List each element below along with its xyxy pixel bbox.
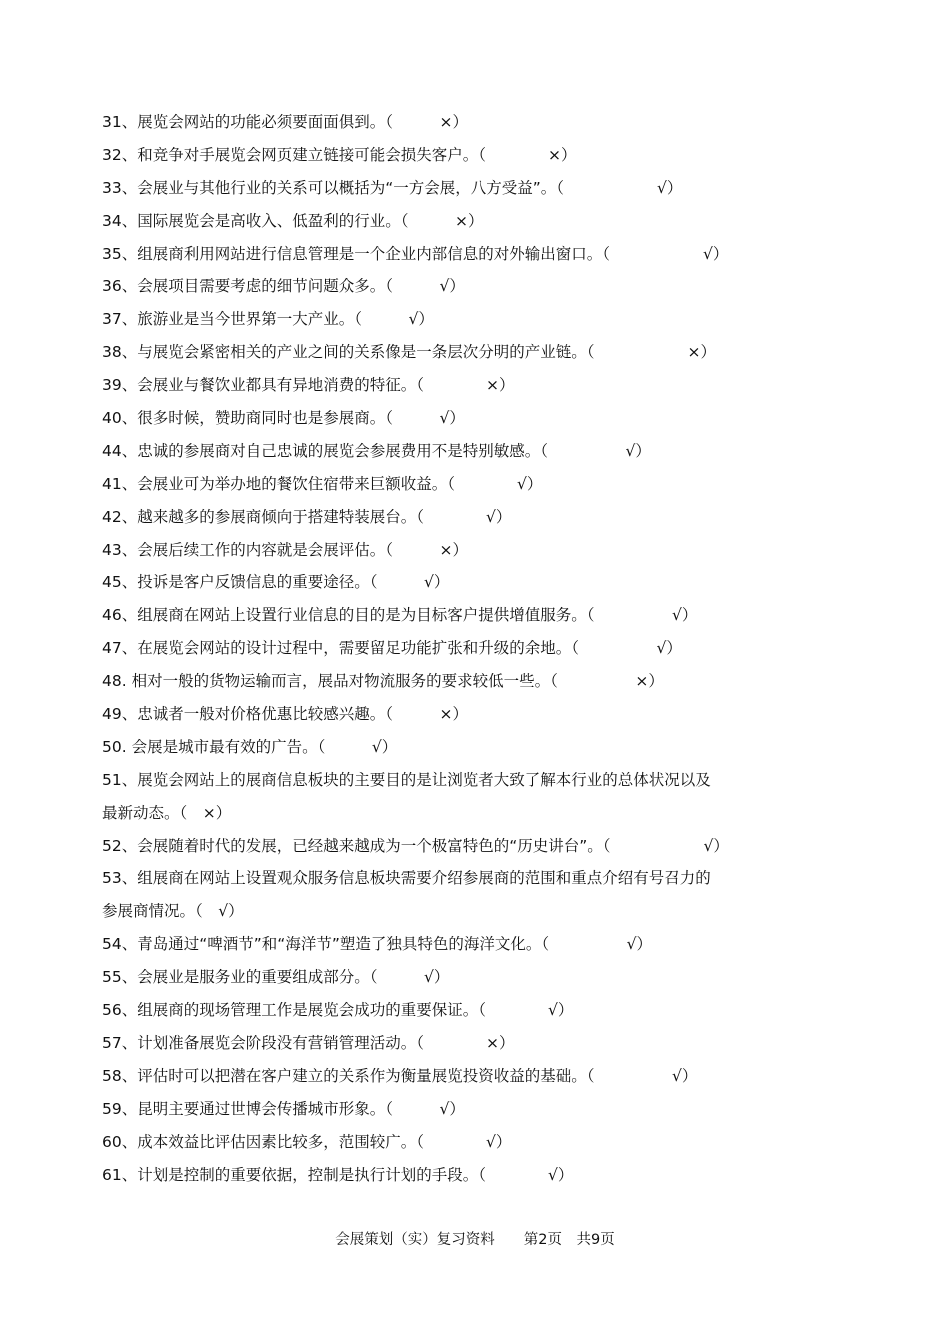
list-item: 38、与展览会紧密相关的产业之间的关系像是一条层次分明的产业链。（ ×）: [102, 343, 716, 362]
page-footer: 会展策划（实）复习资料 第2页 共9页: [335, 1232, 615, 1248]
list-item: 39、会展业与餐饮业都具有异地消费的特征。（ ×）: [102, 376, 515, 395]
list-item: 49、忠诚者一般对价格优惠比较感兴趣。（ ×）: [102, 705, 468, 724]
list-item: 35、组展商利用网站进行信息管理是一个企业内部信息的对外输出窗口。（ √）: [102, 244, 729, 263]
list-item: 33、会展业与其他行业的关系可以概括为“一方会展，八方受益”。（ √）: [102, 178, 683, 197]
list-item: 48. 相对一般的货物运输而言，展品对物流服务的要求较低一些。（ ×）: [102, 672, 664, 691]
list-item: 50. 会展是城市最有效的广告。（ √）: [102, 737, 398, 756]
list-item-continuation: 参展商情况。（ √）: [102, 902, 244, 921]
list-item: 45、投诉是客户反馈信息的重要途径。（ √）: [102, 573, 450, 592]
question-list: [102, 106, 802, 1191]
list-item: 56、组展商的现场管理工作是展览会成功的重要保证。（ √）: [102, 1001, 574, 1020]
list-item-continuation: 最新动态。（ ×）: [102, 803, 232, 822]
list-item: 43、会展后续工作的内容就是会展评估。（ ×）: [102, 540, 468, 559]
list-item: 54、青岛通过“啤酒节”和“海洋节”塑造了独具特色的海洋文化。（ √）: [102, 935, 652, 954]
list-item: 53、组展商在网站上设置观众服务信息板块需要介绍参展商的范围和重点介绍有号召力的: [102, 869, 711, 888]
list-item: 51、展览会网站上的展商信息板块的主要目的是让浏览者大致了解本行业的总体状况以及: [102, 770, 711, 789]
list-item: 41、会展业可为举办地的餐饮住宿带来巨额收益。（ √）: [102, 474, 543, 493]
list-item: 57、计划准备展览会阶段没有营销管理活动。（ ×）: [102, 1033, 515, 1052]
list-item: 61、计划是控制的重要依据，控制是执行计划的手段。（ √）: [102, 1165, 574, 1184]
list-item: 58、评估时可以把潜在客户建立的关系作为衡量展览投资收益的基础。（ √）: [102, 1066, 698, 1085]
list-item: 55、会展业是服务业的重要组成部分。（ √）: [102, 968, 450, 987]
list-item: 40、很多时候，赞助商同时也是参展商。（ √）: [102, 409, 465, 428]
list-item: 46、组展商在网站上设置行业信息的目的是为目标客户提供增值服务。（ √）: [102, 606, 698, 625]
list-item: 47、在展览会网站的设计过程中，需要留足功能扩张和升级的余地。（ √）: [102, 639, 682, 658]
list-item: 60、成本效益比评估因素比较多，范围较广。（ √）: [102, 1132, 512, 1151]
list-item: 34、国际展览会是高收入、低盈利的行业。（ ×）: [102, 211, 484, 230]
list-item: 31、展览会网站的功能必须要面面俱到。（ ×）: [102, 113, 468, 131]
list-item: 37、旅游业是当今世界第一大产业。（ √）: [102, 310, 434, 329]
list-item: 36、会展项目需要考虑的细节问题众多。（ √）: [102, 277, 465, 296]
list-item: 32、和竞争对手展览会网页建立链接可能会损失客户。（ ×）: [102, 145, 577, 164]
list-item: 52、会展随着时代的发展，已经越来越成为一个极富特色的“历史讲台”。（ √）: [102, 836, 729, 855]
list-item: 44、忠诚的参展商对自己忠诚的展览会参展费用不是特别敏感。（ √）: [102, 441, 651, 460]
list-item: 59、昆明主要通过世博会传播城市形象。（ √）: [102, 1099, 465, 1118]
list-item: 42、越来越多的参展商倾向于搭建特装展台。（ √）: [102, 507, 512, 526]
